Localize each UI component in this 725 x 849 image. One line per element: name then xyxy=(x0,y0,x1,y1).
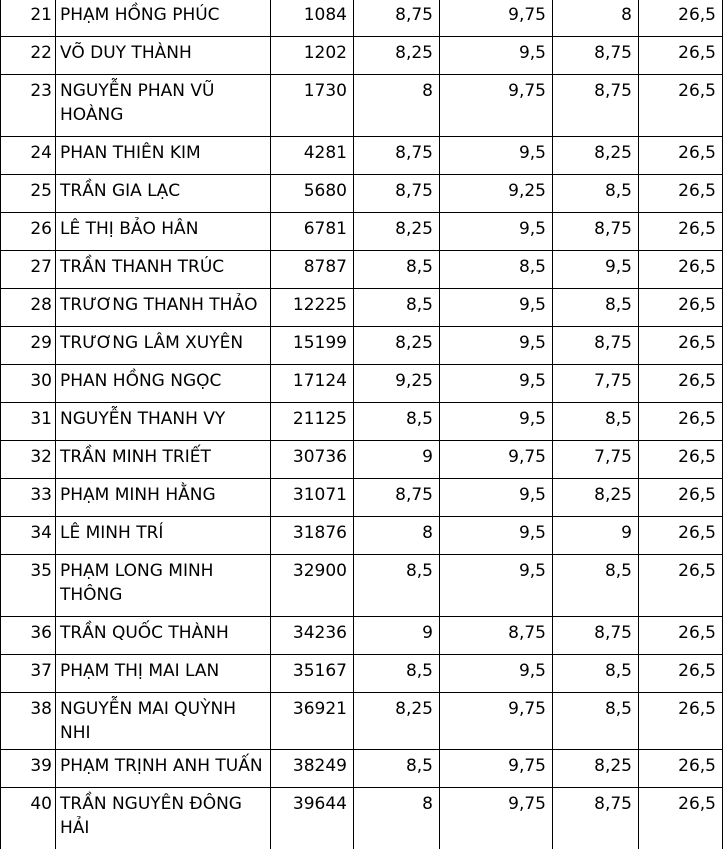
score-subject-2: 8,75 xyxy=(440,617,553,655)
score-subject-2: 9,5 xyxy=(440,289,553,327)
total-score: 26,5 xyxy=(639,251,723,289)
student-name: NGUYỄN PHAN VŨ HOÀNG xyxy=(56,75,271,137)
row-number: 39 xyxy=(1,750,56,788)
table-row xyxy=(1,517,723,555)
score-subject-2: 9,5 xyxy=(440,403,553,441)
score-subject-1: 9 xyxy=(354,617,440,655)
row-number: 25 xyxy=(1,175,56,213)
score-subject-3: 8,75 xyxy=(553,75,639,137)
candidate-number: 1084 xyxy=(271,0,354,37)
student-name: LÊ MINH TRÍ xyxy=(56,517,271,555)
candidate-number: 30736 xyxy=(271,441,354,479)
row-number: 37 xyxy=(1,655,56,693)
row-number: 29 xyxy=(1,327,56,365)
row-number: 34 xyxy=(1,517,56,555)
student-name: PHẠM MINH HẰNG xyxy=(56,479,271,517)
score-subject-2: 9,75 xyxy=(440,441,553,479)
total-score: 26,5 xyxy=(639,365,723,403)
row-number: 38 xyxy=(1,693,56,750)
score-subject-3: 8,5 xyxy=(553,693,639,750)
score-subject-2: 9,75 xyxy=(440,693,553,750)
score-subject-1: 9 xyxy=(354,441,440,479)
student-name: TRẦN GIA LẠC xyxy=(56,175,271,213)
score-subject-2: 9,5 xyxy=(440,555,553,617)
row-number: 31 xyxy=(1,403,56,441)
student-name: VÕ DUY THÀNH xyxy=(56,37,271,75)
score-subject-2: 9,25 xyxy=(440,175,553,213)
total-score: 26,5 xyxy=(639,750,723,788)
row-number: 33 xyxy=(1,479,56,517)
score-subject-2: 9,75 xyxy=(440,750,553,788)
score-subject-3: 8,5 xyxy=(553,175,639,213)
score-subject-2: 9,5 xyxy=(440,479,553,517)
candidate-number: 5680 xyxy=(271,175,354,213)
candidate-number: 1202 xyxy=(271,37,354,75)
candidate-number: 38249 xyxy=(271,750,354,788)
total-score: 26,5 xyxy=(639,441,723,479)
table-row xyxy=(1,750,723,788)
score-subject-2: 9,5 xyxy=(440,37,553,75)
total-score: 26,5 xyxy=(639,75,723,137)
total-score: 26,5 xyxy=(639,327,723,365)
student-name: PHẠM HỒNG PHÚC xyxy=(56,0,271,37)
student-name: NGUYỄN MAI QUỲNH NHI xyxy=(56,693,271,750)
score-subject-3: 9 xyxy=(553,517,639,555)
score-subject-1: 8,5 xyxy=(354,289,440,327)
score-subject-3: 8,75 xyxy=(553,788,639,849)
student-name: TRẦN THANH TRÚC xyxy=(56,251,271,289)
score-subject-3: 7,75 xyxy=(553,365,639,403)
total-score: 26,5 xyxy=(639,655,723,693)
candidate-number: 1730 xyxy=(271,75,354,137)
total-score: 26,5 xyxy=(639,479,723,517)
score-subject-2: 9,75 xyxy=(440,788,553,849)
total-score: 26,5 xyxy=(639,517,723,555)
score-subject-2: 9,75 xyxy=(440,75,553,137)
score-subject-3: 8,75 xyxy=(553,213,639,251)
student-name: PHẠM TRỊNH ANH TUẤN xyxy=(56,750,271,788)
score-subject-2: 9,5 xyxy=(440,517,553,555)
candidate-number: 4281 xyxy=(271,137,354,175)
table-row xyxy=(1,693,723,750)
row-number: 23 xyxy=(1,75,56,137)
score-subject-2: 9,5 xyxy=(440,213,553,251)
table-row xyxy=(1,403,723,441)
table-row xyxy=(1,655,723,693)
score-subject-1: 8,75 xyxy=(354,479,440,517)
total-score: 26,5 xyxy=(639,213,723,251)
total-score: 26,5 xyxy=(639,289,723,327)
total-score: 26,5 xyxy=(639,555,723,617)
candidate-number: 12225 xyxy=(271,289,354,327)
score-subject-2: 9,5 xyxy=(440,327,553,365)
score-subject-1: 8 xyxy=(354,517,440,555)
student-name: PHẠM LONG MINH THÔNG xyxy=(56,555,271,617)
total-score: 26,5 xyxy=(639,137,723,175)
row-number: 21 xyxy=(1,0,56,37)
candidate-number: 36921 xyxy=(271,693,354,750)
candidate-number: 15199 xyxy=(271,327,354,365)
score-subject-1: 8 xyxy=(354,788,440,849)
row-number: 35 xyxy=(1,555,56,617)
table-row xyxy=(1,441,723,479)
candidate-number: 34236 xyxy=(271,617,354,655)
score-subject-1: 8,75 xyxy=(354,137,440,175)
row-number: 24 xyxy=(1,137,56,175)
total-score: 26,5 xyxy=(639,175,723,213)
score-subject-2: 9,5 xyxy=(440,137,553,175)
table-row xyxy=(1,137,723,175)
candidate-number: 35167 xyxy=(271,655,354,693)
table-row xyxy=(1,289,723,327)
score-subject-1: 8,25 xyxy=(354,213,440,251)
student-name: TRẦN MINH TRIẾT xyxy=(56,441,271,479)
candidate-number: 31071 xyxy=(271,479,354,517)
table-row xyxy=(1,788,723,849)
table-row xyxy=(1,251,723,289)
score-subject-2: 9,5 xyxy=(440,655,553,693)
score-subject-1: 8,5 xyxy=(354,251,440,289)
score-subject-1: 8,25 xyxy=(354,327,440,365)
score-subject-3: 8,75 xyxy=(553,327,639,365)
table-row xyxy=(1,327,723,365)
table-row xyxy=(1,75,723,137)
candidate-number: 8787 xyxy=(271,251,354,289)
student-name: PHAN HỒNG NGỌC xyxy=(56,365,271,403)
row-number: 22 xyxy=(1,37,56,75)
candidate-number: 32900 xyxy=(271,555,354,617)
score-subject-3: 8,5 xyxy=(553,655,639,693)
student-name: PHAN THIÊN KIM xyxy=(56,137,271,175)
score-subject-1: 8,75 xyxy=(354,175,440,213)
score-subject-3: 8,5 xyxy=(553,289,639,327)
total-score: 26,5 xyxy=(639,693,723,750)
score-subject-1: 8,75 xyxy=(354,0,440,37)
table-row xyxy=(1,175,723,213)
table-row xyxy=(1,555,723,617)
row-number: 28 xyxy=(1,289,56,327)
score-subject-1: 8,5 xyxy=(354,750,440,788)
table-row xyxy=(1,617,723,655)
student-name: TRẦN NGUYÊN ĐÔNG HẢI xyxy=(56,788,271,849)
student-name: LÊ THỊ BẢO HÂN xyxy=(56,213,271,251)
score-subject-1: 8,5 xyxy=(354,555,440,617)
student-name: TRẦN QUỐC THÀNH xyxy=(56,617,271,655)
candidate-number: 21125 xyxy=(271,403,354,441)
candidate-number: 17124 xyxy=(271,365,354,403)
table-row xyxy=(1,479,723,517)
score-subject-1: 8,5 xyxy=(354,403,440,441)
score-subject-3: 8,5 xyxy=(553,555,639,617)
score-subject-3: 8,25 xyxy=(553,137,639,175)
total-score: 26,5 xyxy=(639,403,723,441)
score-subject-2: 9,5 xyxy=(440,365,553,403)
candidate-number: 6781 xyxy=(271,213,354,251)
total-score: 26,5 xyxy=(639,788,723,849)
score-subject-1: 8 xyxy=(354,75,440,137)
score-subject-3: 8,75 xyxy=(553,617,639,655)
score-subject-3: 8,25 xyxy=(553,750,639,788)
score-subject-2: 8,5 xyxy=(440,251,553,289)
score-subject-3: 8,75 xyxy=(553,37,639,75)
total-score: 26,5 xyxy=(639,37,723,75)
score-subject-3: 8,25 xyxy=(553,479,639,517)
score-subject-2: 9,75 xyxy=(440,0,553,37)
student-name: PHẠM THỊ MAI LAN xyxy=(56,655,271,693)
row-number: 26 xyxy=(1,213,56,251)
student-name: TRƯƠNG THANH THẢO xyxy=(56,289,271,327)
table-row xyxy=(1,213,723,251)
table-row xyxy=(1,365,723,403)
row-number: 36 xyxy=(1,617,56,655)
row-number: 30 xyxy=(1,365,56,403)
score-subject-1: 8,25 xyxy=(354,37,440,75)
table-row xyxy=(1,0,723,37)
student-name: NGUYỄN THANH VY xyxy=(56,403,271,441)
row-number: 27 xyxy=(1,251,56,289)
total-score: 26,5 xyxy=(639,617,723,655)
candidate-number: 39644 xyxy=(271,788,354,849)
score-subject-3: 9,5 xyxy=(553,251,639,289)
score-subject-3: 7,75 xyxy=(553,441,639,479)
score-subject-1: 8,25 xyxy=(354,693,440,750)
table-row xyxy=(1,37,723,75)
score-subject-1: 8,5 xyxy=(354,655,440,693)
row-number: 32 xyxy=(1,441,56,479)
score-subject-3: 8,5 xyxy=(553,403,639,441)
total-score: 26,5 xyxy=(639,0,723,37)
row-number: 40 xyxy=(1,788,56,849)
score-subject-3: 8 xyxy=(553,0,639,37)
score-subject-1: 9,25 xyxy=(354,365,440,403)
student-name: TRƯƠNG LÂM XUYÊN xyxy=(56,327,271,365)
candidate-number: 31876 xyxy=(271,517,354,555)
score-table-body xyxy=(1,0,723,849)
